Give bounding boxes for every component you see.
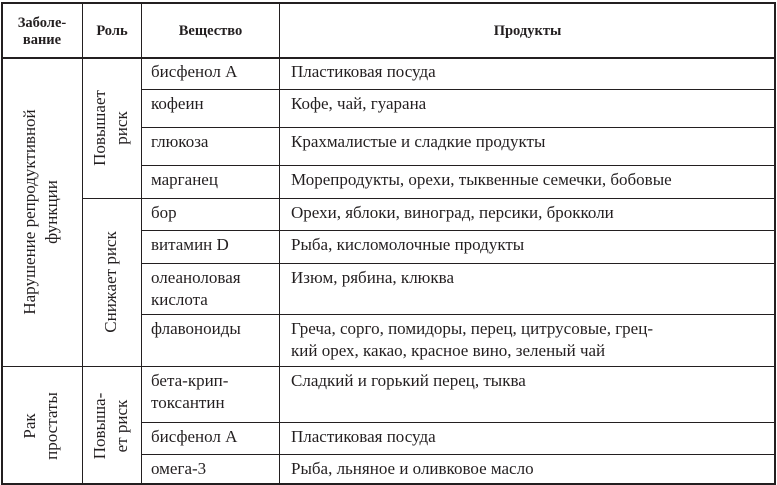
row-divider-8 (141, 454, 775, 455)
table-row-substance: олеаноловая кислота (151, 268, 241, 309)
row-divider-5 (141, 263, 775, 264)
header-disease: Заболе- вание (17, 15, 67, 48)
table-row-products: Рыба, кисломолочные продукты (291, 235, 525, 254)
table-row-substance: кофеин (151, 94, 204, 113)
table-row-substance: бор (151, 203, 177, 222)
row-divider-2 (141, 127, 775, 128)
header-products: Продукты (493, 23, 562, 39)
table-row-substance: бисфенол А (151, 62, 238, 81)
table-row-substance: бисфенол А (151, 427, 238, 446)
row-divider-6 (141, 314, 775, 315)
table-row-products: Сладкий и горький перец, тыква (291, 371, 526, 390)
table-row-products: Греча, сорго, помидоры, перец, цитрусовые, грец- кий орех, какао, красное вино, зеленый чай (291, 319, 653, 360)
table-row-products: Пластиковая посуда (291, 427, 436, 446)
column-divider-2 (141, 2, 142, 485)
table-row-products: Кофе, чай, гуарана (291, 94, 427, 113)
table-row-products: Изюм, рябина, клюква (291, 268, 454, 287)
role-divider (82, 198, 775, 199)
table-left-border (1, 2, 3, 485)
role-label-increase-2: Повыша- ет риск (90, 392, 131, 460)
table-row-substance: марганец (151, 170, 218, 189)
role-label-increase-1: Повышает риск (90, 90, 131, 166)
table-top-border (1, 2, 776, 4)
row-divider-1 (141, 89, 775, 90)
header-substance: Вещество (178, 23, 243, 39)
row-divider-3 (141, 165, 775, 166)
disease-label-prostate: Рак простаты (20, 392, 61, 460)
table-row-substance: бета-крип- токсантин (151, 371, 229, 412)
disease-label-reproductive: Нарушение репродуктивной функции (20, 109, 61, 315)
table-right-border (774, 2, 776, 485)
table-row-products: Крахмалистые и сладкие продукты (291, 132, 546, 151)
table-row-substance: витамин D (151, 235, 229, 254)
role-label-decrease: Снижает риск (101, 231, 120, 333)
table-row-substance: флавоноиды (151, 319, 241, 338)
table-row-products: Пластиковая посуда (291, 62, 436, 81)
table-row-substance: омега-3 (151, 459, 207, 478)
column-divider-1 (82, 2, 83, 485)
header-role: Роль (96, 23, 128, 39)
header-divider (1, 57, 776, 59)
table-row-products: Рыба, льняное и оливковое масло (291, 459, 534, 478)
table-row-products: Орехи, яблоки, виноград, персики, брокколи (291, 203, 614, 222)
row-divider-7 (141, 422, 775, 423)
group-divider (1, 366, 776, 367)
column-divider-3 (279, 2, 280, 485)
row-divider-4 (141, 230, 775, 231)
table-row-substance: глюкоза (151, 132, 209, 151)
table-row-products: Морепродукты, орехи, тыквенные семечки, бобовые (291, 170, 672, 189)
